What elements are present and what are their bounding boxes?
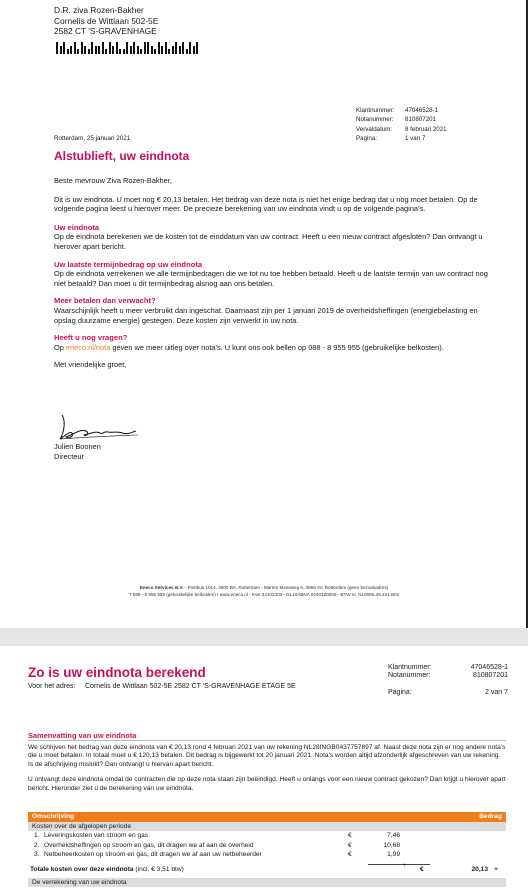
barcode-bar xyxy=(60,46,62,54)
questions-title: Heeft u nog vragen? xyxy=(54,333,128,343)
section-text: Op de eindnota berekenen we de kosten tot de einddatum van uw contract. Heeft u een nieuw contract afgesloten? Dan ontvangt u hierover apart bericht. xyxy=(54,232,483,251)
barcode-bar xyxy=(168,49,170,54)
barcode-bar xyxy=(98,46,100,54)
summary-body xyxy=(28,744,506,800)
barcode-bar xyxy=(105,49,107,54)
footer-address: - Postbus 1014, 3000 BA, Rotterdam - Marten Meesweg 5, 3068 AV, Rotterdam (geen bezoekadres) xyxy=(183,585,389,590)
total-amount: 20,13 xyxy=(471,865,488,873)
table-header xyxy=(28,812,506,822)
meta-row: Klantnummer: 47046528-1 xyxy=(388,664,508,671)
sum-line xyxy=(368,864,430,865)
table-subheader: Kosten over de afgelopen periode xyxy=(28,822,506,831)
total-vat-note: (incl. € 3,51 btw) xyxy=(133,865,184,873)
sum-plus-sign: + xyxy=(403,862,407,869)
barcode-bar xyxy=(56,42,58,54)
barcode-bar xyxy=(95,46,97,54)
summary-paragraph: U ontvangt deze eindnota omdat de contracten die op deze nota staan zijn beëindigd. Heeft u onlangs voor een nieuw contract gekozen? Dan krijgt u hierover apart bericht. Hieronder ziet u de berekening van uw eindnota. xyxy=(28,776,506,792)
barcode-bar xyxy=(175,42,177,54)
closing: Met vriendelijke groet, xyxy=(54,360,127,370)
postal-barcode xyxy=(56,42,198,54)
barcode-bar xyxy=(161,46,163,54)
barcode-bar xyxy=(193,46,195,54)
divider xyxy=(28,740,506,741)
table-row: 2. Overheidsheffingen op stroom en gas, dit dragen we af aan de overheid € 10,68 xyxy=(34,841,400,849)
barcode-bar xyxy=(137,46,139,54)
barcode-bar xyxy=(172,46,174,54)
barcode-bar xyxy=(67,49,69,54)
recipient-address xyxy=(54,5,158,37)
cost-table xyxy=(28,812,506,887)
barcode-bar xyxy=(84,46,86,54)
address-label: Voor het adres: xyxy=(28,683,76,690)
letter-body xyxy=(54,176,494,379)
barcode-bar xyxy=(144,42,146,54)
section-title: Uw eindnota xyxy=(54,222,100,232)
address-value: Cornelis de Wittlaan 502-5E 2582 CT 'S-GRAVENHAGE ETAGE 5E xyxy=(85,683,296,690)
summary-heading: Samenvatting van uw eindnota xyxy=(28,731,137,740)
signer-title: Directeur xyxy=(54,452,84,461)
total-label: Totale kosten over deze eindnota xyxy=(30,865,134,873)
barcode-bar xyxy=(74,42,76,54)
recipient-street: Cornelis de Wittlaan 502-5E xyxy=(54,15,159,26)
signer-block xyxy=(54,442,101,462)
table-row: 3. Netbeheerkosten op stroom en gas, dit dragen we af aan uw netbeheerder € 1,99 xyxy=(34,851,400,858)
section-text: Op de eindnota verrekenen we alle termijnbedragen die we tot nu toe hebben betaald. Heeft u de laatste termijn van uw contract nog niet betaald? Dan moet u dit termijnbedrag alsnog aan ons betalen. xyxy=(54,269,488,288)
total-plus-sign: + xyxy=(494,865,498,873)
recipient-city: 2582 CT 'S-GRAVENHAGE xyxy=(54,26,157,36)
meta-row: Klantnummer: 47046528-1 xyxy=(356,107,439,114)
barcode-bar xyxy=(81,42,83,54)
intro-paragraph: Dit is uw eindnota. U moet nog € 20,13 betalen. Het bedrag van deze nota is niet het enige bedrag dat u nog moet betalen. Op de volgende pagina leest u hierover meer. De precieze berekening van uw eindnota vindt u op de volgende pagina’s. xyxy=(54,194,478,214)
letter-footer xyxy=(40,584,488,598)
footer-contact: T 088 - 8 955 955 (gebruikelijke belkosten) I www.eneco.nl - KvK 34102303 - NL10ABNA 0240120000 - BTW nr. NL8065.49.221.B01 xyxy=(128,592,400,597)
signature-image xyxy=(56,411,140,443)
delivery-address xyxy=(28,683,296,690)
barcode-bar xyxy=(119,49,121,54)
barcode-bar xyxy=(151,46,153,54)
barcode-bar xyxy=(116,42,118,54)
table-row: 1. Leveringskosten van stroom en gas € 7,46 xyxy=(34,832,400,839)
barcode-bar xyxy=(112,46,114,54)
barcode-bar xyxy=(70,46,72,54)
letter-date: Rotterdam, 25 januari 2021 xyxy=(54,135,131,142)
barcode-bar xyxy=(154,49,156,54)
barcode-bar xyxy=(88,49,90,54)
section-text: Waarschijnlijk heeft u meer verbruikt dan ingeschat. Daarnaast zijn per 1 januari 2019 de overheidsheffingen (energiebelasting en opslag duurzame energie) gestegen. Deze kosten zijn verwerkt in uw nota. xyxy=(54,305,478,325)
total-currency: € xyxy=(420,865,424,873)
barcode-bar xyxy=(158,42,160,54)
barcode-bar xyxy=(182,42,184,54)
letter-page-2 xyxy=(0,646,528,896)
barcode-bar xyxy=(179,46,181,54)
meta-row: Vervaldatum: 8 februari 2021 xyxy=(356,125,447,133)
barcode-bar xyxy=(102,42,104,54)
summary-paragraph: We schrijven het bedrag van deze eindnota van € 20,13 rond 4 februari 2021 van uw rekening NL28INGB0437757897 af. Naast deze nota zijn er nog andere nota’s die u moet betalen. In totaal moet u € 120,13 betalen. Dit bedrag is bijgewerkt tot 20 januari 2021. Nota’s worden altijd afzonderlijk afgeschreven van uw rekening. Is de afschrijving mislukt? Dan ontvangt u hiervan apart bericht. xyxy=(28,744,506,768)
barcode-bar xyxy=(140,49,142,54)
barcode-bar xyxy=(186,49,188,54)
barcode-bar xyxy=(91,42,93,54)
meta-row: Pagina: 2 van 7 xyxy=(388,688,508,696)
barcode-bar xyxy=(63,42,65,54)
column-header-description: Omschrijving xyxy=(32,813,75,820)
barcode-bar xyxy=(147,42,149,54)
footer-company: Eneco Services B.V. xyxy=(139,585,184,590)
section-title: Meer betalen dan verwacht? xyxy=(54,296,156,306)
total-row xyxy=(28,863,506,877)
section-title: Uw laatste termijnbedrag op uw eindnota xyxy=(54,259,203,269)
nota-link[interactable]: eneco.nl/nota xyxy=(65,342,111,352)
questions-text: Op eneco.nl/nota geven we meer uitleg over nota’s. U kunt ons ook bellen op 088 - 8 955 955 (gebruikelijke belkosten). xyxy=(54,342,444,352)
barcode-bar xyxy=(123,49,125,54)
barcode-bar xyxy=(126,42,128,54)
column-header-amount: Bedrag xyxy=(479,813,502,820)
barcode-bar xyxy=(189,42,191,54)
salutation: Beste mevrouw Ziva Rozen-Bakher, xyxy=(54,176,172,185)
signer-name: Julien Boonen xyxy=(54,442,101,451)
page2-title: Zo is uw eindnota berekend xyxy=(28,665,206,680)
recipient-name: D.R. ziva Rozen-Bakher xyxy=(54,5,144,15)
barcode-bar xyxy=(109,42,111,54)
barcode-bar xyxy=(196,42,198,54)
barcode-bar xyxy=(165,42,167,54)
barcode-bar xyxy=(77,49,79,54)
invoice-meta xyxy=(356,106,447,143)
meta-row: Notanummer: 810807201 xyxy=(388,672,508,680)
meta-row: Notanummer: 810807201 xyxy=(356,116,436,124)
barcode-bar xyxy=(133,42,135,54)
invoice-meta-2 xyxy=(388,664,508,697)
table-subheader: De verrekening van uw eindnota xyxy=(28,878,506,887)
meta-row: Pagina: 1 van 7 xyxy=(356,134,426,142)
barcode-bar xyxy=(130,46,132,54)
letter-heading: Alstublieft, uw eindnota xyxy=(54,149,190,163)
